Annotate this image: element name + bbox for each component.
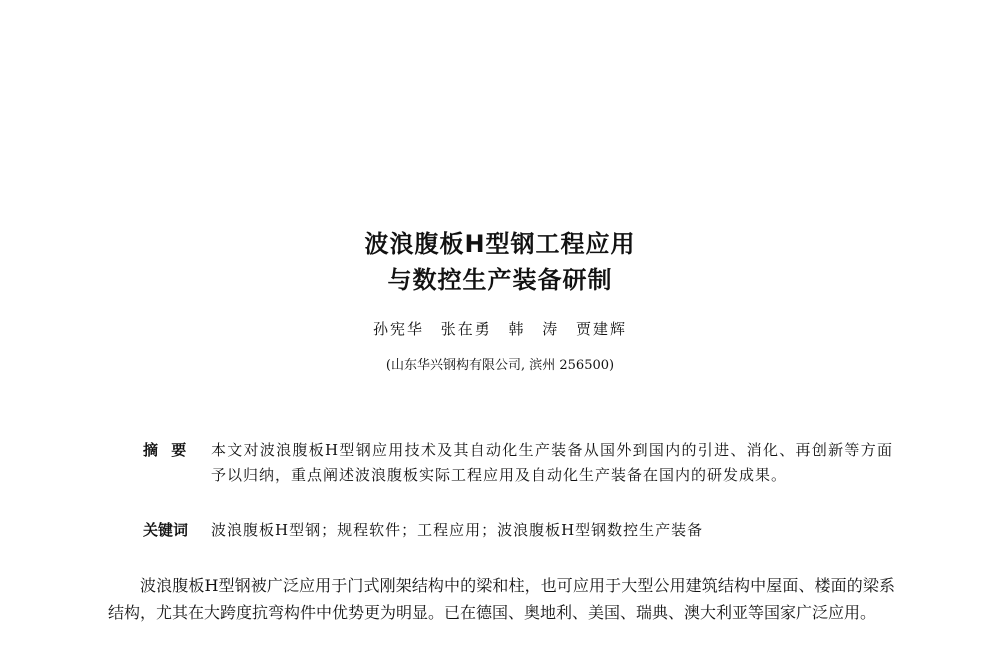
title-line-1: 波浪腹板H型钢工程应用	[364, 230, 636, 258]
keywords-label: 关键词	[143, 521, 189, 539]
abstract-text: 本文对波浪腹板H型钢应用技术及其自动化生产装备从国外到国内的引进、消化、再创新等方面予以归纳，重点阐述波浪腹板实际工程应用及自动化生产装备在国内的研发成果。	[211, 441, 893, 484]
keywords-section	[143, 518, 893, 543]
abstract-label: 摘 要	[143, 441, 191, 459]
affiliation: (山东华兴钢构有限公司, 滨州 256500)	[385, 358, 615, 373]
paper-title	[0, 226, 1000, 298]
title-line-2: 与数控生产装备研制	[387, 266, 613, 294]
author-list: 孙宪华 张在勇 韩 涛 贾建辉	[372, 320, 628, 338]
body-paragraph: 波浪腹板H型钢被广泛应用于门式刚架结构中的梁和柱，也可应用于大型公用建筑结构中屋面、楼面的梁系结构，尤其在大跨度抗弯构件中优势更为明显。已在德国、奥地利、美国、瑞典、澳大利亚等国家广泛应用。	[108, 576, 895, 622]
abstract-section	[143, 438, 893, 488]
keywords-text: 波浪腹板H型钢；规程软件；工程应用；波浪腹板H型钢数控生产装备	[211, 521, 704, 539]
